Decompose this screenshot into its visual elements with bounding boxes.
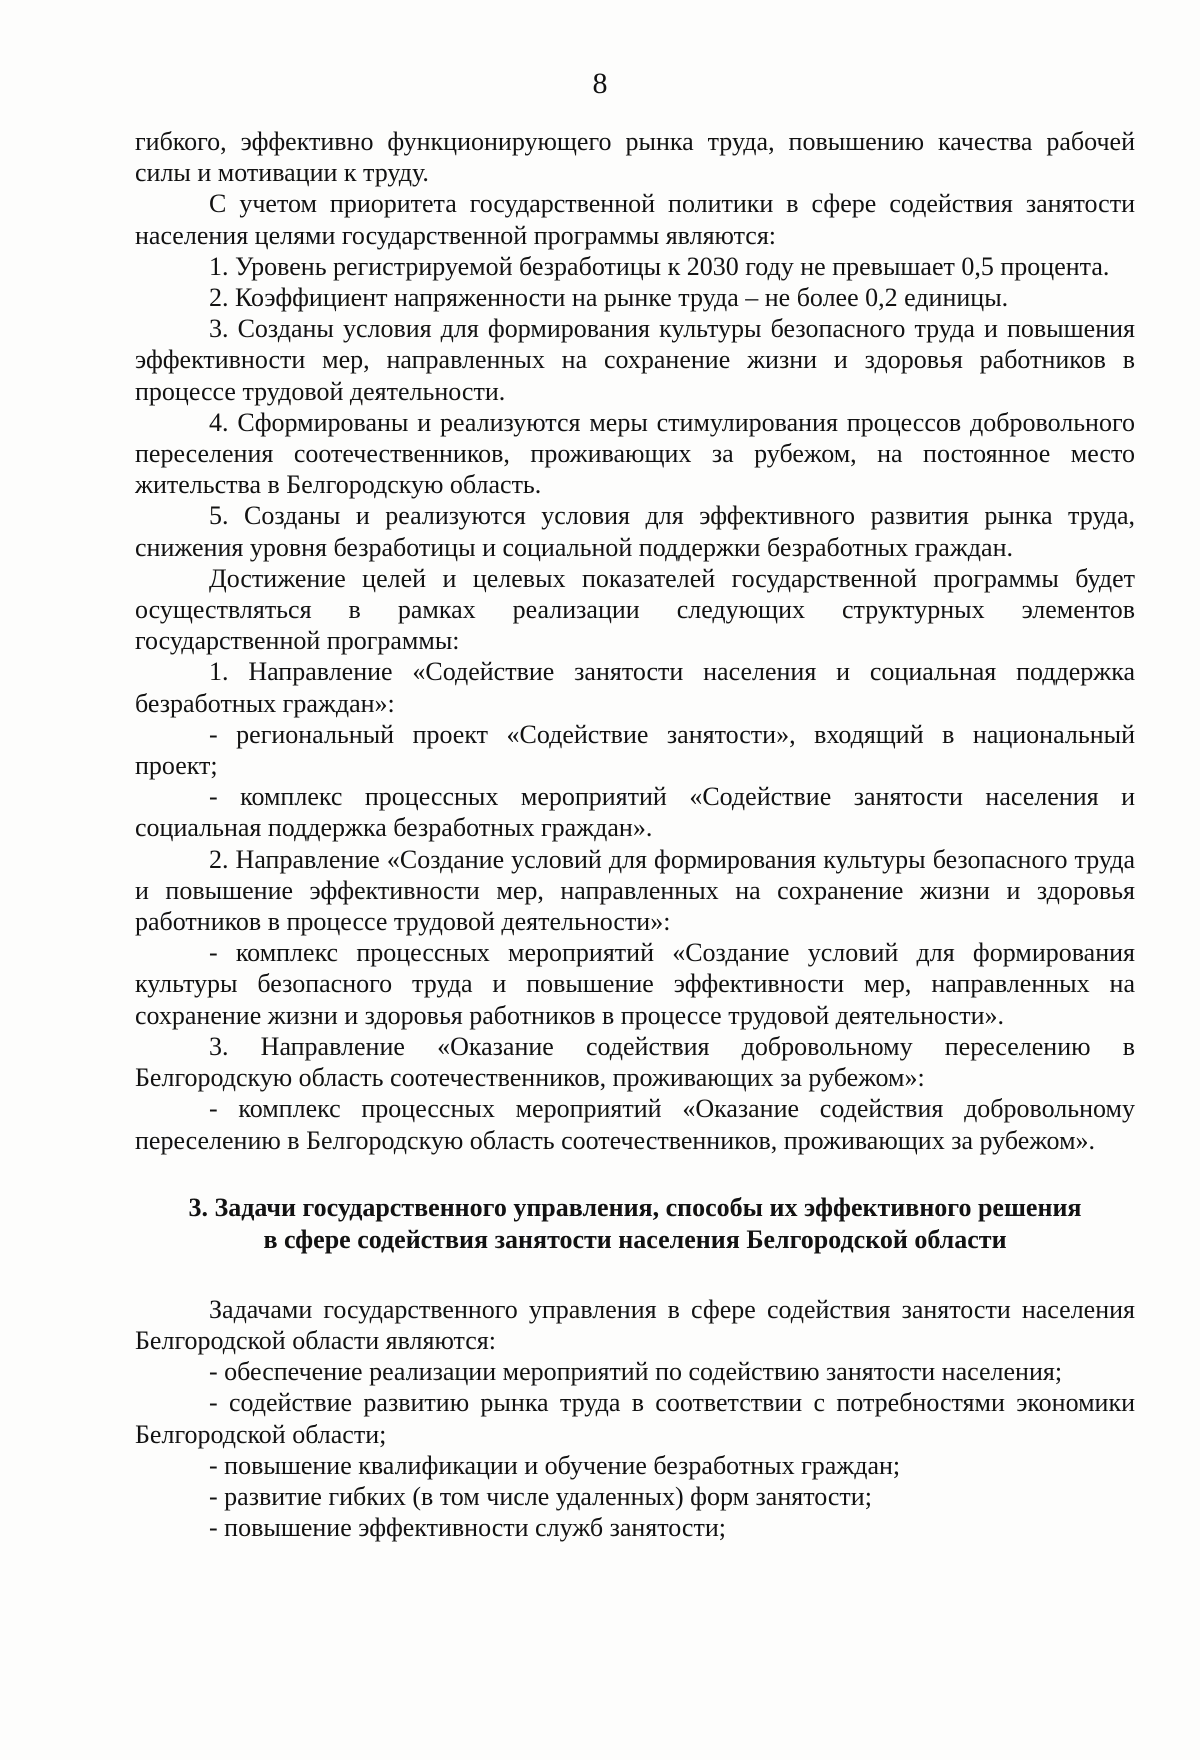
list-item: - развитие гибких (в том числе удаленных) форм занятости; [209, 1481, 872, 1511]
list-item: - региональный проект «Содействие занятости», входящий в национальный проект; [135, 719, 1135, 781]
list-item: - содействие развитию рынка труда в соответствии с потребностями экономики Белгородской области; [135, 1388, 1135, 1449]
paragraph: Достижение целей и целевых показателей государственной программы будет осуществляться в рамках реализации следующих структурных элементов государственной программы: [135, 563, 1135, 656]
direction-item: 2. Направление «Создание условий для формирования культуры безопасного труда и повышение эффективности мер, направленных на сохранение жизни и здоровья работников в процессе трудовой деятельности»: [135, 844, 1135, 937]
paragraph: С учетом приоритета государственной политики в сфере содействия занятости населения целями государственной программы являются: [135, 189, 1135, 250]
section-heading-line: 3. Задачи государственного управления, способы их эффективного решения [188, 1192, 1082, 1222]
goal-item: 1. Уровень регистрируемой безработицы к 2030 году не превышает 0,5 процента. [209, 251, 1110, 281]
list-item: - повышение квалификации и обучение безработных граждан; [209, 1450, 901, 1480]
paragraph: гибкого, эффективно функционирующего рынка труда, повышению качества рабочей силы и мотивации к труду. [135, 127, 1135, 188]
section-heading-line: в сфере содействия занятости населения Белгородской области [263, 1224, 1007, 1254]
goal-item: 4. Сформированы и реализуются меры стимулирования процессов добровольного переселения соотечественников, проживающих за рубежом, на постоянное место жительства в Белгородскую область. [135, 407, 1135, 500]
paragraph: Задачами государственного управления в сфере содействия занятости населения Белгородской области являются: [135, 1294, 1135, 1355]
list-item: - комплекс процессных мероприятий «Содействие занятости населения и социальная поддержка безработных граждан». [135, 782, 1135, 843]
list-item: - повышение эффективности служб занятости; [209, 1513, 726, 1543]
list-item: - обеспечение реализации мероприятий по содействию занятости населения; [209, 1357, 1063, 1387]
list-item: - комплекс процессных мероприятий «Оказание содействия добровольному переселению в Белгородскую область соотечественников, проживающих за рубежом». [135, 1094, 1135, 1155]
list-item: - комплекс процессных мероприятий «Создание условий для формирования культуры безопасного труда и повышение эффективности мер, направленных на сохранение жизни и здоровья работников в процессе трудовой деятельности». [135, 938, 1135, 1030]
document-body [135, 126, 1135, 1543]
goal-item: 3. Созданы условия для формирования культуры безопасного труда и повышения эффективности мер, направленных на сохранение жизни и здоровья работников в процессе трудовой деятельности. [135, 314, 1135, 406]
direction-item: 1. Направление «Содействие занятости населения и социальная поддержка безработных граждан»: [135, 657, 1135, 718]
section-heading [135, 1192, 1135, 1256]
page-number: 8 [592, 67, 608, 100]
goal-item: 2. Коэффициент напряженности на рынке труда – не более 0,2 единицы. [209, 283, 1009, 313]
direction-item: 3. Направление «Оказание содействия добровольному переселению в Белгородскую область соотечественников, проживающих за рубежом»: [135, 1031, 1135, 1093]
goal-item: 5. Созданы и реализуются условия для эффективного развития рынка труда, снижения уровня безработицы и социальной поддержки безработных граждан. [135, 501, 1135, 562]
